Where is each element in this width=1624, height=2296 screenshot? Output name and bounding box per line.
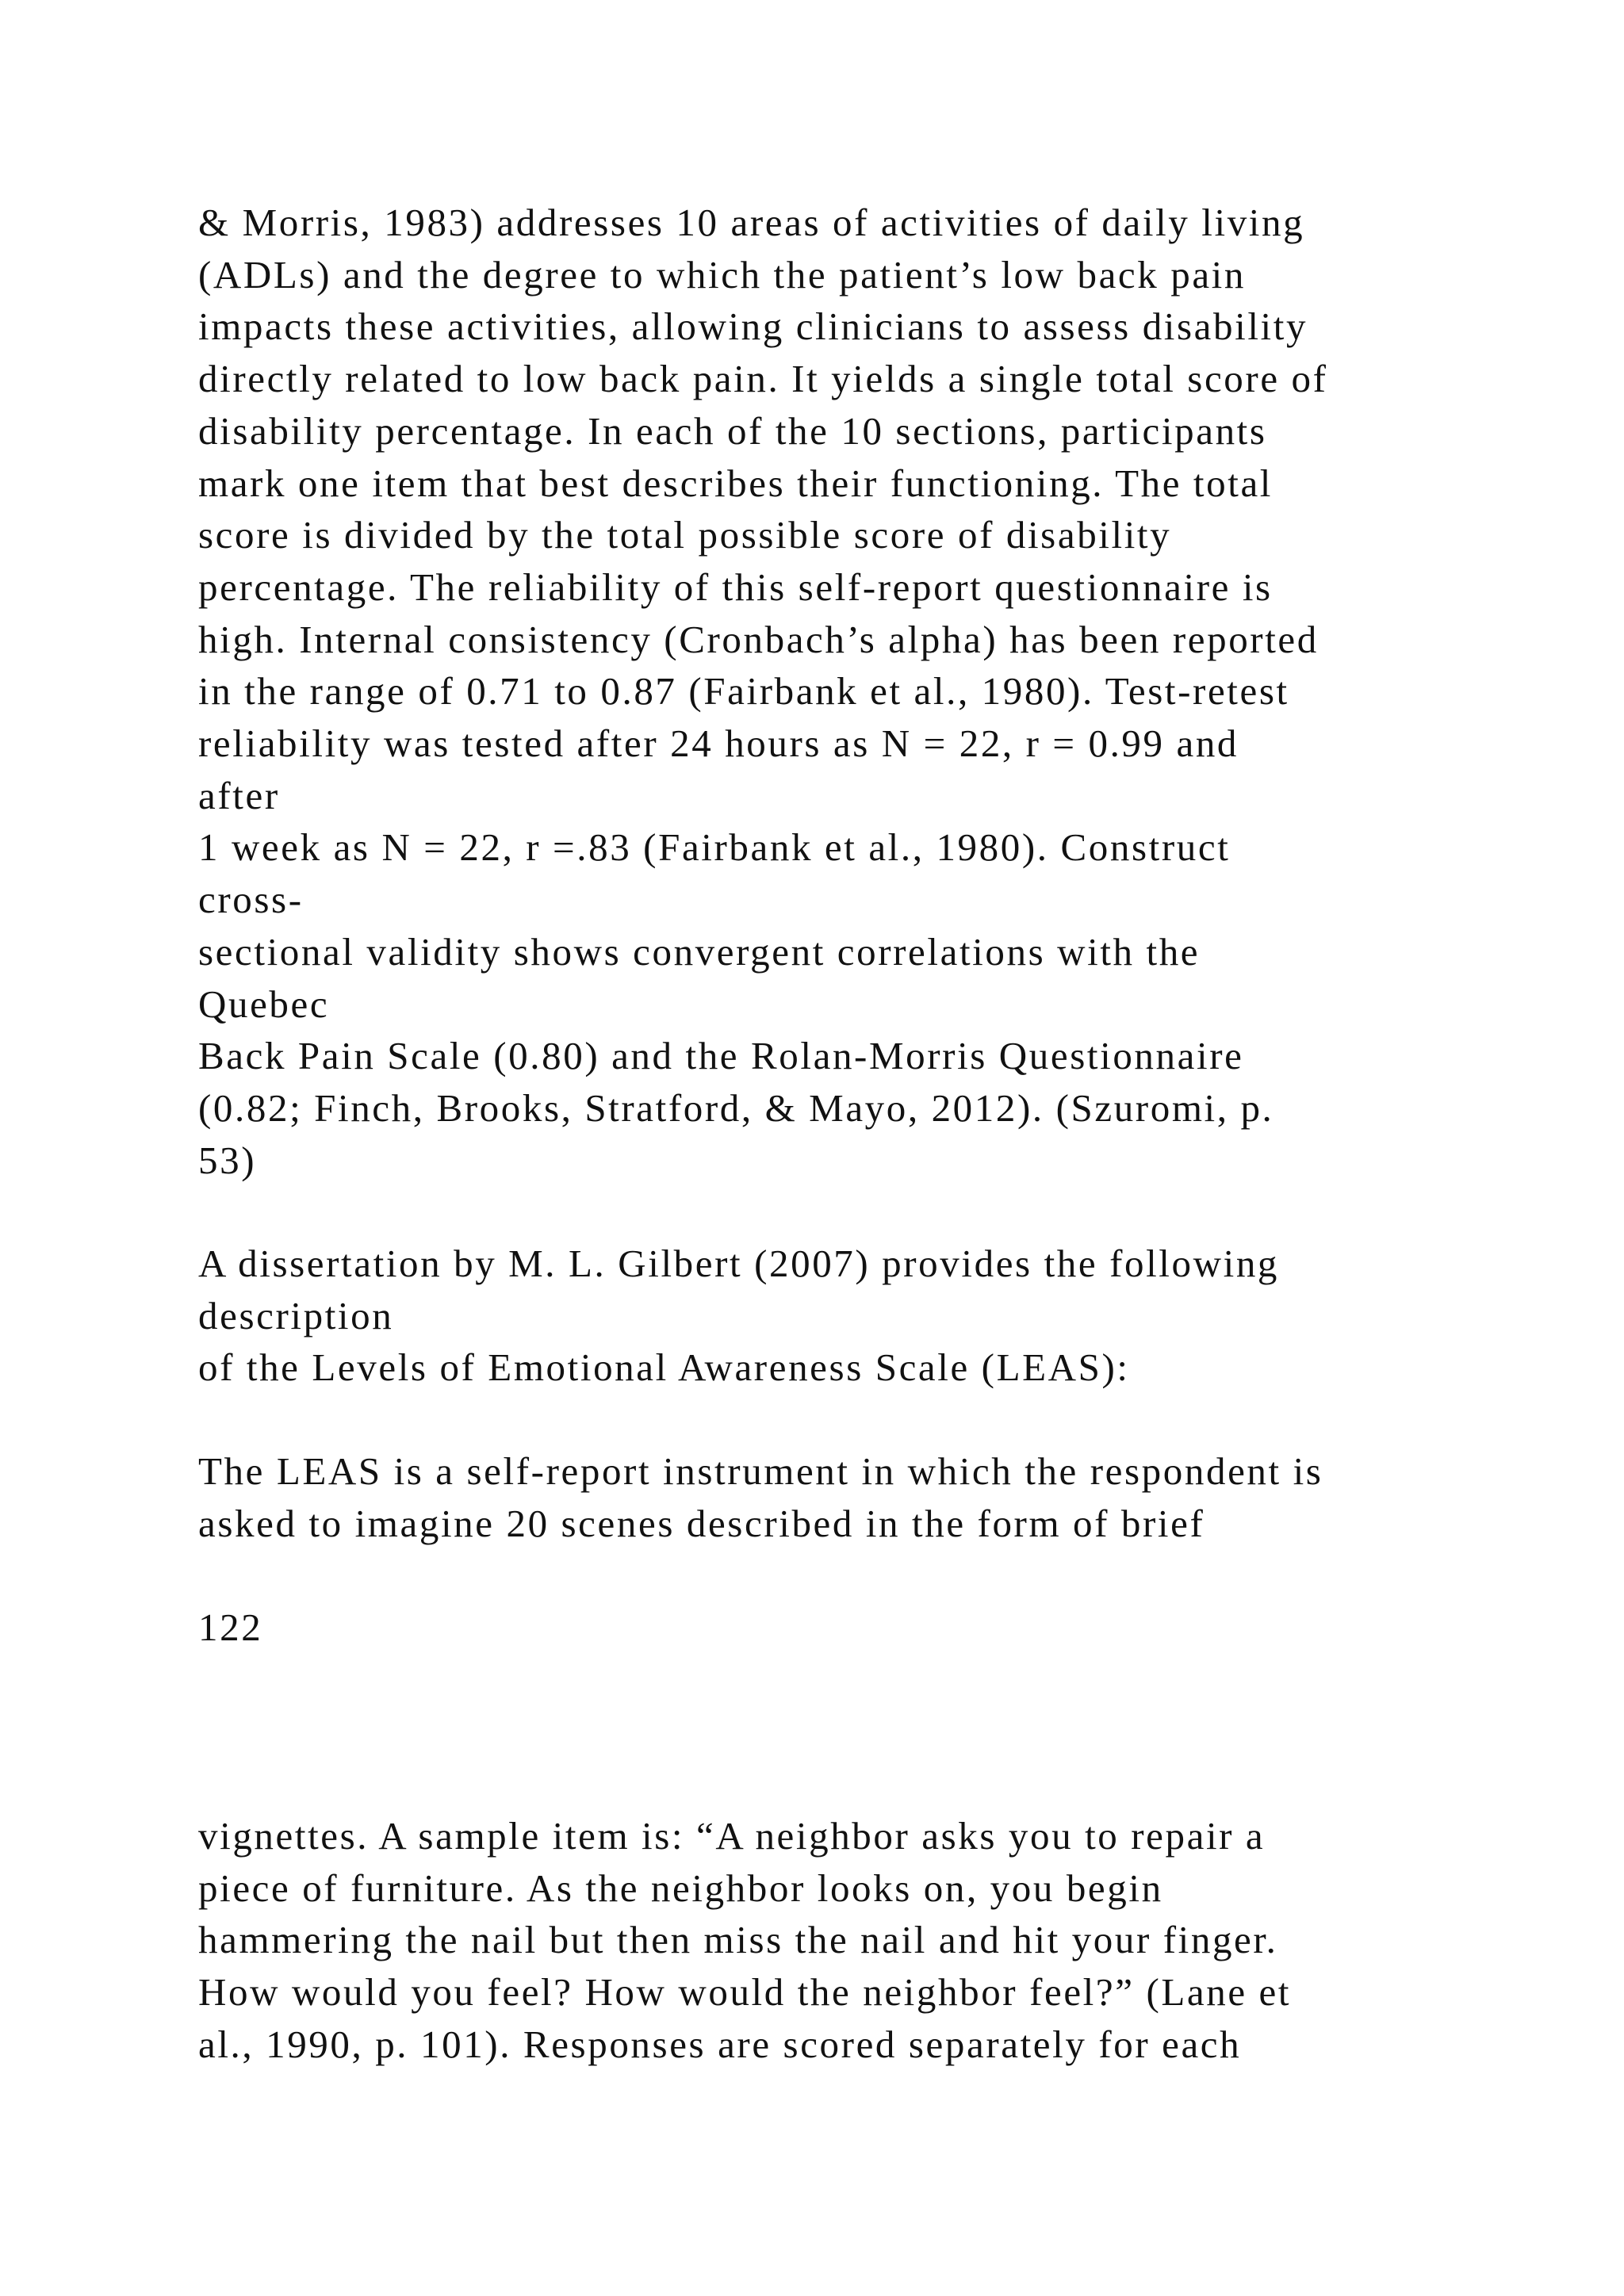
text-line: 53)	[198, 1138, 257, 1182]
text-line: percentage. The reliability of this self-report questionnaire is	[198, 564, 1273, 609]
page-number-container	[198, 1601, 1546, 1654]
text-line: A dissertation by M. L. Gilbert (2007) provides the following	[198, 1242, 1280, 1285]
text-line: al., 1990, p. 101). Responses are scored separately for each	[198, 2022, 1242, 2066]
text-line: The LEAS is a self-report instrument in which the respondent is	[198, 1449, 1323, 1493]
text-line: asked to imagine 20 scenes described in the form of brief	[198, 1501, 1205, 1545]
text-line: cross-	[198, 878, 304, 922]
text-line: & Morris, 1983) addresses 10 areas of activities of daily living	[198, 201, 1305, 244]
text-line: impacts these activities, allowing clinicians to assess disability	[198, 304, 1308, 349]
page-number: 122	[198, 1605, 263, 1649]
text-line: mark one item that best describes their functioning. The total	[198, 461, 1274, 505]
paragraph-leas-description	[198, 1445, 1546, 1549]
paragraph-leas-sample-item	[198, 1810, 1546, 2071]
text-line: score is divided by the total possible score of disability	[198, 513, 1172, 557]
text-line: Back Pain Scale (0.80) and the Rolan-Morris Questionnaire	[198, 1034, 1244, 1078]
text-line: hammering the nail but then miss the nail and hit your finger.	[198, 1918, 1278, 1962]
paragraph-oswestry-description	[198, 197, 1546, 1186]
text-line: description	[198, 1293, 394, 1337]
text-line: 1 week as N = 22, r =.83 (Fairbank et al., 1980). Construct	[198, 825, 1231, 870]
text-line: of the Levels of Emotional Awareness Scale (LEAS):	[198, 1345, 1130, 1390]
text-line: sectional validity shows convergent correlations with the	[198, 929, 1201, 974]
text-line: disability percentage. In each of the 10 sections, participants	[198, 408, 1267, 453]
text-line: vignettes. A sample item is: “A neighbor asks you to repair a	[198, 1814, 1266, 1858]
text-line: directly related to low back pain. It yields a single total score of	[198, 357, 1328, 401]
text-line: (0.82; Finch, Brooks, Stratford, & Mayo, 2012). (Szuromi, p.	[198, 1085, 1274, 1130]
text-line: in the range of 0.71 to 0.87 (Fairbank et al., 1980). Test-retest	[198, 669, 1289, 714]
text-line: Quebec	[198, 982, 330, 1026]
text-line: piece of furniture. As the neighbor looks on, you begin	[198, 1866, 1163, 1910]
text-line: after	[198, 773, 280, 817]
text-line: How would you feel? How would the neighbor feel?” (Lane et	[198, 1970, 1292, 2015]
text-line: reliability was tested after 24 hours as N = 22, r = 0.99 and	[198, 721, 1239, 766]
text-line: (ADLs) and the degree to which the patient’s low back pain	[198, 252, 1246, 297]
text-line: high. Internal consistency (Cronbach’s alpha) has been reported	[198, 617, 1319, 661]
paragraph-gilbert-intro	[198, 1238, 1546, 1394]
